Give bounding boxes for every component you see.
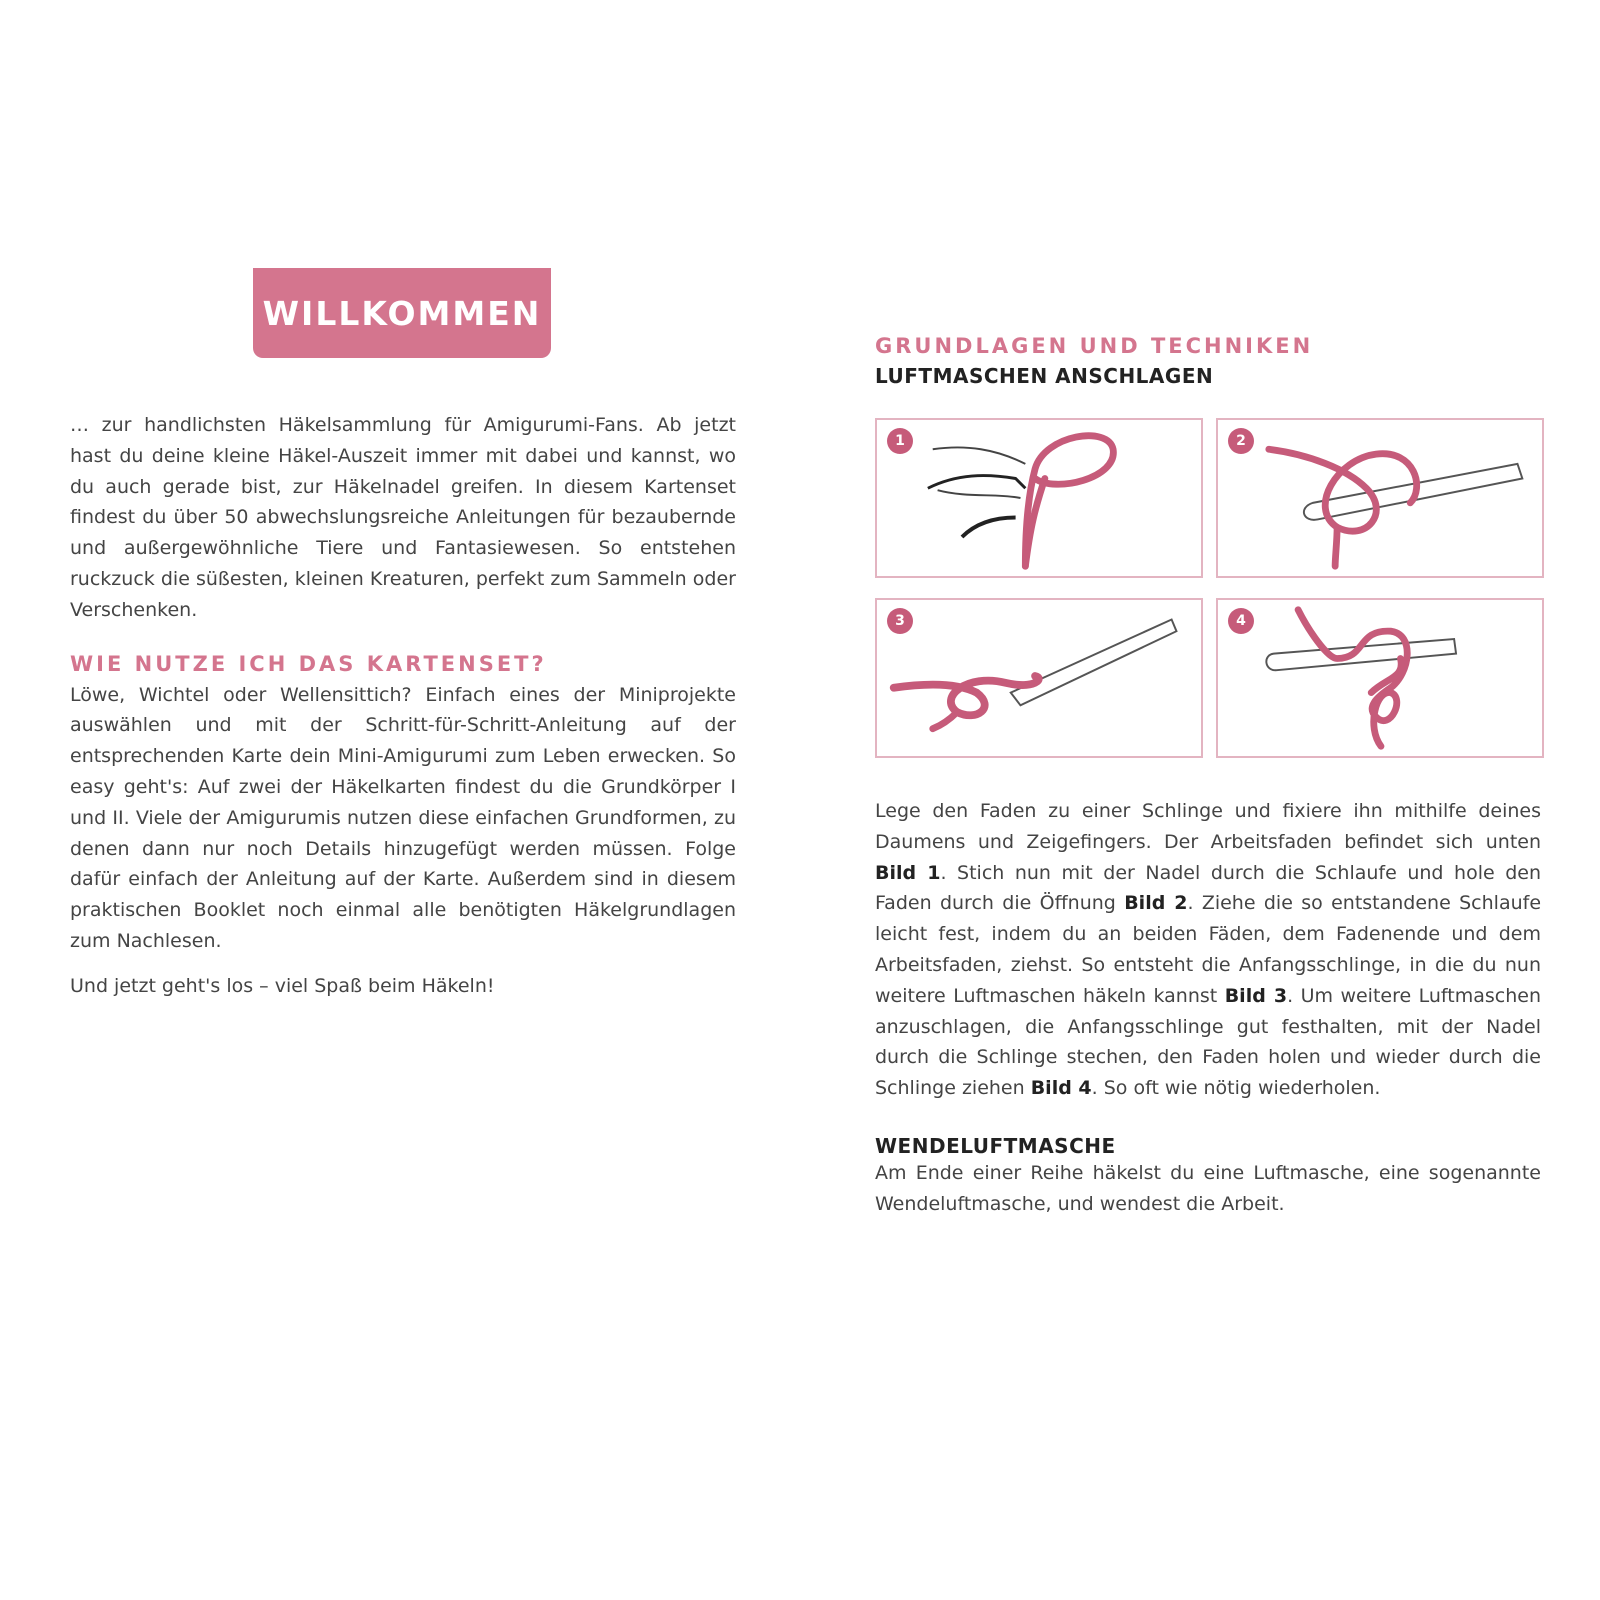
step-3-illustration: [875, 598, 1203, 758]
right-header: [875, 334, 1541, 388]
wendeluftmasche-text: Am Ende einer Reihe häkelst du eine Luftmasche, eine sogenannte Wendeluftmasche, und wendest die Arbeit.: [875, 1162, 1541, 1215]
welcome-banner-text: WILLKOMMEN: [262, 293, 542, 333]
left-column: [70, 410, 736, 1002]
hand-loop-icon: [877, 420, 1201, 576]
instructions-paragraph: [875, 796, 1541, 1104]
step-2-illustration: [1216, 418, 1544, 578]
figure-ref-3: Bild 3: [1224, 984, 1288, 1007]
figure-ref-2: Bild 2: [1124, 892, 1188, 915]
step-illustrations: [875, 418, 1541, 762]
instructions-text-3: . Ziehe die so entstandene Schlaufe leicht fest, indem du an beiden Fäden, dem Fadenende und dem Arbeitsfaden, ziehst. So entsteht die Anfangsschlinge, in die du nun weitere Luftmaschen häkeln kannst: [875, 892, 1542, 1007]
figure-ref-1: Bild 1: [875, 861, 941, 884]
step-number: 3: [887, 608, 913, 634]
step-number: 4: [1228, 608, 1254, 634]
wendeluftmasche-block: [875, 1134, 1541, 1220]
figure-ref-4: Bild 4: [1030, 1077, 1092, 1100]
section-subhead: LUFTMASCHEN ANSCHLAGEN: [875, 364, 1214, 388]
instructions-text-5: . So oft wie nötig wiederholen.: [1091, 1077, 1381, 1100]
instructions-block: [875, 796, 1541, 1104]
hook-loop-icon: [1218, 420, 1542, 576]
intro-paragraph: … zur handlichsten Häkelsammlung für Amigurumi-Fans. Ab jetzt hast du deine kleine Häkel-Auszeit immer mit dabei und kannst, wo du auch gerade bist, zur Häkelnadel greifen. In diesem Kartenset findest du über 50 abwechslungsreiche Anleitungen für bezaubernde und außergewöhnliche Tiere und Fantasiewesen. So entstehen ruckzuck die süßesten, kleinen Kreaturen, perfekt zum Sammeln oder Verschenken.: [70, 414, 736, 621]
section-kicker: GRUNDLAGEN UND TECHNIKEN: [875, 334, 1314, 358]
wendeluftmasche-title: WENDELUFTMASCHE: [875, 1134, 1116, 1158]
welcome-banner: [253, 268, 551, 358]
closing-line: Und jetzt geht's los – viel Spaß beim Häkeln!: [70, 974, 495, 997]
step-4-illustration: [1216, 598, 1544, 758]
step-number: 2: [1228, 428, 1254, 454]
instructions-text-4: . Um weitere Luftmaschen anzuschlagen, die Anfangsschlinge gut festhalten, mit der Nadel durch die Schlinge stechen, den Faden holen und wieder durch die Schlinge ziehen: [875, 984, 1542, 1100]
step-1-illustration: [875, 418, 1203, 578]
slip-knot-icon: [877, 600, 1201, 756]
kartenset-paragraph: Löwe, Wichtel oder Wellensittich? Einfach eines der Miniprojekte auswählen und mit der Schritt-für-Schritt-Anleitung auf der entsprechenden Karte dein Mini-Amigurumi zum Leben erwecken. So easy geht's: Auf zwei der Häkelkarten findest du die Grundkörper I und II. Viele der Amigurumis nutzen diese einfachen Grundformen, zu denen dann nur noch Details hinzugefügt werden müssen. Folge dafür einfach der Anleitung auf der Karte. Außerdem sind in diesem praktischen Booklet noch einmal alle benötigten Häkelgrundlagen zum Nachlesen.: [70, 683, 736, 952]
instructions-text-2: . Stich nun mit der Nadel durch die Schlaufe und hole den Faden durch die Öffnung: [875, 861, 1541, 915]
chain-stitch-icon: [1218, 600, 1542, 756]
instructions-text-1: Lege den Faden zu einer Schlinge und fixiere ihn mithilfe deines Daumens und Zeigefingers. Der Arbeitsfaden befindet sich unten: [875, 800, 1541, 853]
section-heading-kartenset: WIE NUTZE ICH DAS KARTENSET?: [70, 651, 547, 676]
step-number: 1: [887, 428, 913, 454]
